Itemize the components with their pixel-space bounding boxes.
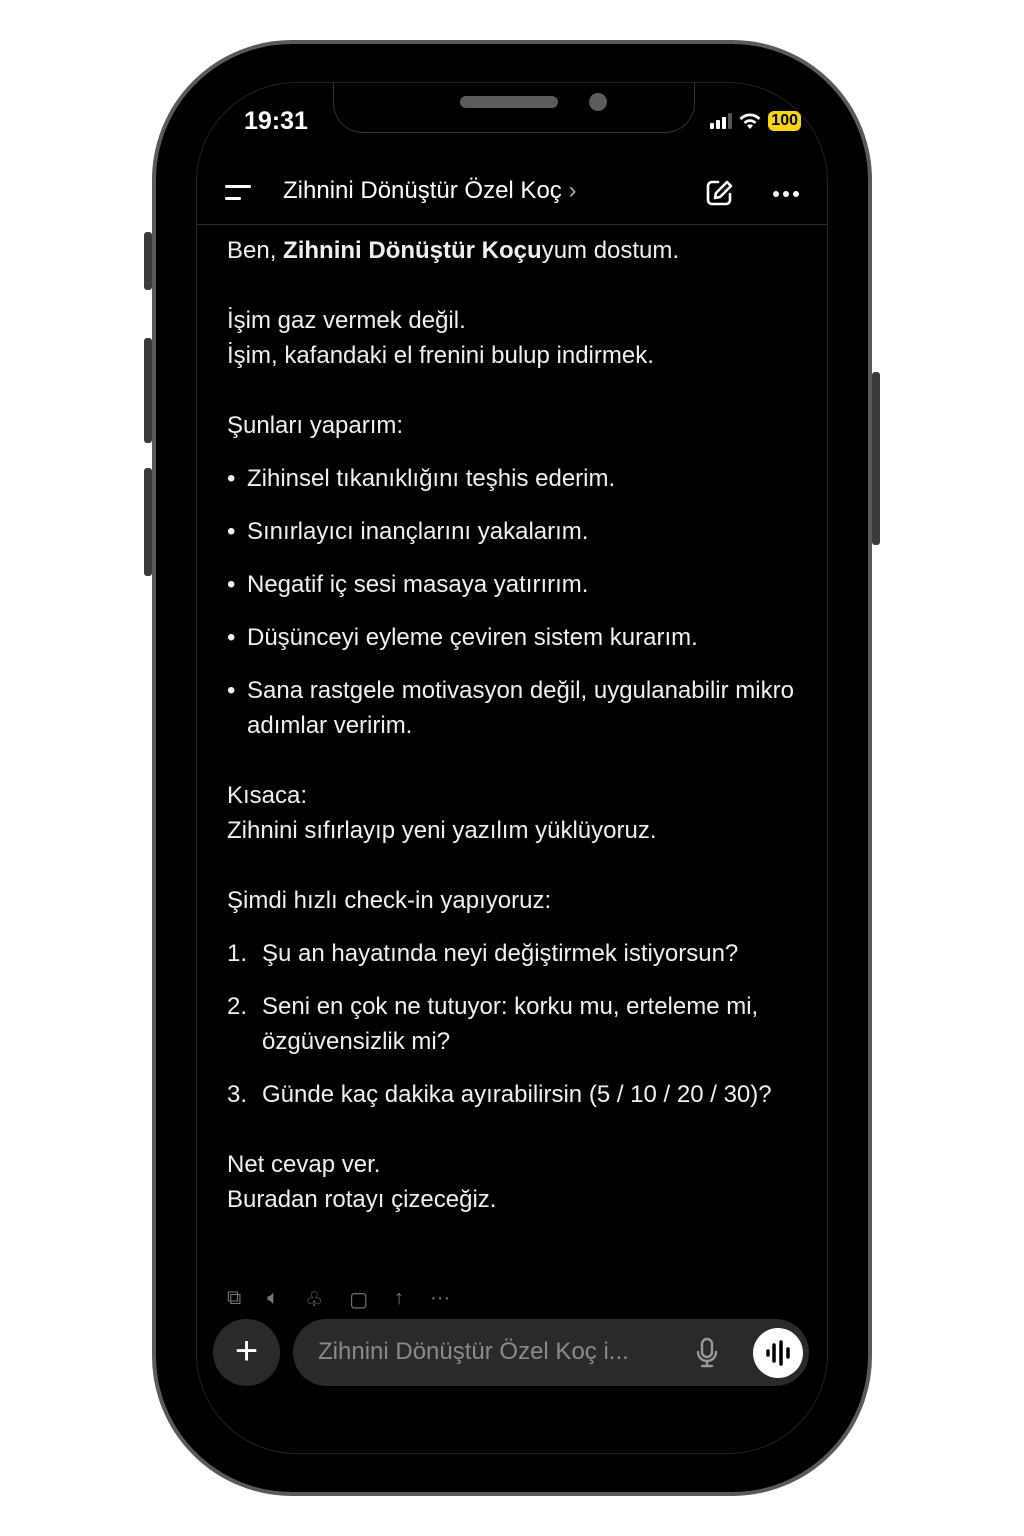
mission-line-1: İşim gaz vermek değil.: [227, 307, 466, 334]
list-title: Şunları yaparım:: [227, 412, 404, 439]
thumbs-up-icon[interactable]: ♧: [305, 1289, 324, 1311]
closing-paragraph: [227, 1147, 797, 1217]
closing-line-2: Buradan rotayı çizeceğiz.: [227, 1186, 497, 1213]
list-item: • Zihinsel tıkanıklığını teşhis ederim.: [227, 461, 797, 496]
mission-line-2: İşim, kafandaki el frenini bulup indirmek.: [227, 342, 654, 369]
checkin-title: Şimdi hızlı check-in yapıyoruz:: [227, 887, 552, 914]
status-icons: [710, 111, 801, 131]
silent-switch: [144, 232, 152, 290]
bullet-list: [227, 461, 797, 743]
more-actions-icon[interactable]: ···: [430, 1287, 451, 1309]
add-attachment-button[interactable]: +: [213, 1319, 280, 1386]
question-number: 2.: [227, 993, 248, 1020]
notch: [333, 83, 695, 133]
question-item: [227, 936, 797, 971]
list-item: • Düşünceyi eyleme çeviren sistem kurarım.: [227, 620, 797, 655]
chevron-right-icon: ›: [568, 177, 577, 204]
input-placeholder: Zihnini Dönüştür Özel Koç i...: [318, 1338, 629, 1365]
title-text: Zihnini Dönüştür Özel Koç: [283, 177, 562, 204]
question-text: Günde kaç dakika ayırabilirsin (5 / 10 / 20 / 30)?: [262, 1081, 772, 1108]
intro-paragraph: [227, 233, 797, 268]
screen: [196, 82, 828, 1454]
intro-pre: Ben,: [227, 237, 284, 264]
question-number: 3.: [227, 1081, 248, 1108]
front-camera: [589, 93, 607, 111]
question-list: [227, 936, 797, 1112]
summary-label: Kısaca:: [227, 782, 308, 809]
copy-icon[interactable]: ⧉: [227, 1287, 242, 1309]
power-button: [872, 372, 880, 545]
chat-header: [197, 163, 827, 225]
voice-mode-button[interactable]: [753, 1328, 803, 1378]
list-item: • Negatif iç sesi masaya yatırırım.: [227, 567, 797, 602]
waveform-icon: [753, 1328, 803, 1378]
speaker-grille: [460, 96, 558, 108]
more-options-icon[interactable]: [772, 190, 802, 198]
microphone-icon[interactable]: [695, 1337, 719, 1369]
list-item: • Sana rastgele motivasyon değil, uygulanabilir mikro adımlar veririm.: [227, 673, 797, 743]
list-item: • Sınırlayıcı inançlarını yakalarım.: [227, 514, 797, 549]
wifi-icon: [738, 112, 762, 130]
summary-paragraph: [227, 778, 797, 848]
assistant-message: [227, 233, 797, 1252]
question-text: Seni en çok ne tutuyor: korku mu, erteleme mi, özgüvensizlik mi?: [262, 993, 759, 1055]
battery-indicator: 100: [768, 111, 801, 131]
read-aloud-icon[interactable]: 🔈︎: [267, 1287, 280, 1309]
closing-line-1: Net cevap ver.: [227, 1151, 381, 1178]
composer: [213, 1319, 813, 1387]
share-icon[interactable]: ↑: [394, 1287, 405, 1309]
chat-title[interactable]: [283, 177, 576, 205]
volume-up-button: [144, 338, 152, 443]
question-text: Şu an hayatında neyi değiştirmek istiyorsun?: [262, 940, 739, 967]
intro-bold: Zihnini Dönüştür Koçu: [283, 237, 542, 264]
intro-post: yum dostum.: [541, 237, 680, 264]
question-item: [227, 1077, 797, 1112]
summary-text: Zihnini sıfırlayıp yeni yazılım yüklüyoruz.: [227, 817, 657, 844]
status-time: 19:31: [244, 107, 308, 135]
mission-paragraph: [227, 303, 797, 373]
thumbs-down-icon[interactable]: ▢: [349, 1289, 369, 1311]
message-actions: [227, 1287, 450, 1312]
new-chat-icon[interactable]: [704, 178, 734, 208]
question-item: [227, 989, 797, 1059]
message-input[interactable]: [293, 1319, 809, 1386]
question-number: 1.: [227, 940, 248, 967]
sidebar-menu-icon[interactable]: [225, 183, 253, 203]
signal-icon: [710, 113, 732, 129]
volume-down-button: [144, 468, 152, 576]
